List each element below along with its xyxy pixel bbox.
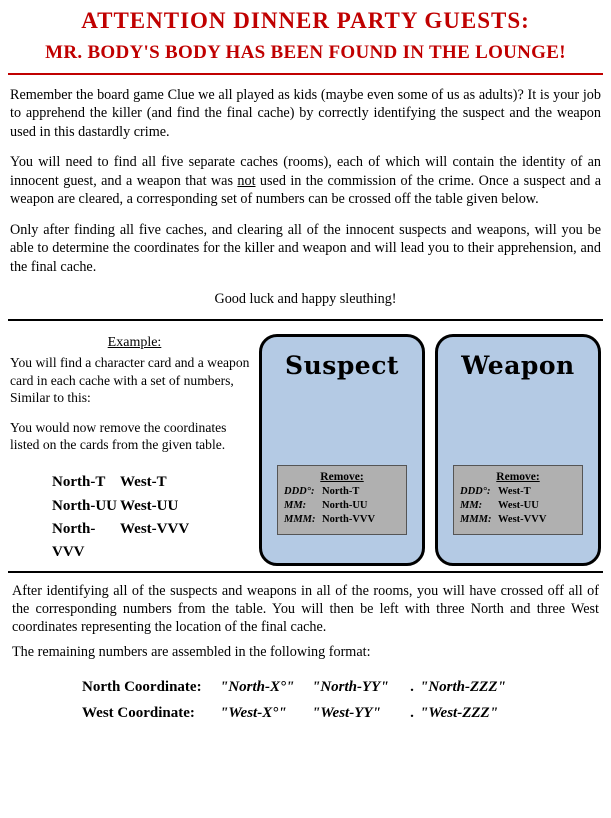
suspect-remove-box: [277, 465, 407, 535]
coord-north-cell: North-UU: [52, 497, 117, 514]
remove-key: MMM:: [284, 513, 316, 525]
intro-paragraph-2: [8, 153, 603, 208]
example-cards: [259, 334, 603, 571]
black-divider-bottom: [8, 571, 603, 573]
intro-emphasis-not: not: [237, 172, 256, 189]
suspect-card: [259, 334, 425, 566]
page-title: ATTENTION DINNER PARTY GUESTS:: [81, 8, 530, 33]
format-value-degrees: "North-X°": [220, 679, 295, 696]
format-value-minutes: "West-YY": [312, 704, 381, 721]
format-value-decimals: "West-ZZZ": [420, 704, 499, 721]
intro-paragraph-2-part-b: used in the commission of the crime. Once a suspect and a weapon are cleared, a corresponding set of numbers can be crossed off the table given below.: [10, 172, 601, 208]
page-subtitle: MR. BODY'S BODY HAS BEEN FOUND IN THE LOUNGE!: [45, 42, 566, 63]
closing-paragraph-2: The remaining numbers are assembled in the following format:: [12, 643, 371, 660]
coord-north-cell: North-T: [52, 474, 106, 491]
suspect-card-title: Suspect: [285, 350, 399, 380]
intro-paragraph-2-part-a: You will need to find all five separate caches (rooms), each of which will contain the identity of an innocent guest, and a weapon that was: [10, 154, 601, 189]
table-row: [10, 495, 259, 518]
format-value-minutes: "North-YY": [312, 679, 389, 696]
coord-west-cell: West-UU: [120, 497, 179, 514]
red-divider-top: [8, 73, 603, 75]
remove-value: North-VVV: [322, 513, 376, 525]
coord-north-cell: North-VVV: [52, 520, 96, 561]
example-section: [8, 328, 603, 571]
weapon-card-title: Weapon: [461, 350, 575, 380]
format-separator: .: [410, 679, 414, 696]
closing-section: [8, 582, 603, 727]
remove-entry: [284, 499, 400, 513]
format-separator: .: [410, 704, 414, 721]
format-label: North Coordinate:: [82, 679, 202, 696]
table-row: [82, 675, 601, 701]
remove-entry: [460, 499, 576, 513]
example-coordinate-table: [10, 471, 259, 564]
intro-paragraph-3: Only after finding all five caches, and clearing all of the innocent suspects and weapons, will you be able to determine the coordinates for the killer and weapon and will lead you to their apprehension, and the final cache.: [10, 221, 601, 275]
remove-value: North-T: [322, 485, 360, 497]
coord-west-cell: West-T: [120, 474, 167, 491]
coord-west-cell: West-VVV: [120, 520, 190, 537]
remove-key: DDD°:: [460, 485, 491, 497]
example-paragraph-1: You will find a character card and a weapon card in each cache with a set of numbers, Similar to this:: [10, 355, 250, 406]
black-divider-top: [8, 319, 603, 321]
remove-key: MMM:: [460, 513, 492, 525]
final-coordinate-format: [10, 675, 601, 726]
example-title: Example:: [107, 334, 162, 350]
remove-key: MM:: [284, 499, 307, 511]
remove-key: DDD°:: [284, 485, 315, 497]
example-text-column: [8, 334, 259, 571]
weapon-card: [435, 334, 601, 566]
weapon-remove-box: [453, 465, 583, 535]
remove-value: North-UU: [322, 499, 368, 511]
headline-block: [8, 0, 603, 64]
example-paragraph-2: You would now remove the coordinates listed on the cards from the given table.: [10, 419, 227, 452]
good-luck-line: Good luck and happy sleuthing!: [214, 291, 397, 308]
remove-entry: [284, 513, 400, 527]
remove-value: West-T: [498, 485, 531, 497]
remove-entry: [460, 513, 576, 527]
table-row: [10, 518, 259, 565]
remove-value: West-VVV: [498, 513, 547, 525]
format-value-decimals: "North-ZZZ": [420, 679, 506, 696]
weapon-remove-title: Remove:: [496, 470, 540, 483]
suspect-remove-title: Remove:: [320, 470, 364, 483]
format-label: West Coordinate:: [82, 704, 195, 721]
remove-value: West-UU: [498, 499, 539, 511]
closing-paragraph-1: After identifying all of the suspects and weapons in all of the rooms, you will have crossed off all of the corresponding numbers from the table. You will then be left with three North and three West coordinates representing the location of the final cache.: [12, 582, 599, 636]
format-value-degrees: "West-X°": [220, 704, 287, 721]
remove-entry: [284, 485, 400, 499]
intro-paragraph-1: Remember the board game Clue we all played as kids (maybe even some of us as adults)? It is your job to apprehend the killer (and find the final cache) by correctly identifying the suspect and the weapon used in this dastardly crime.: [10, 87, 601, 140]
remove-key: MM:: [460, 499, 483, 511]
table-row: [10, 471, 259, 494]
remove-entry: [460, 485, 576, 499]
table-row: [82, 701, 601, 727]
